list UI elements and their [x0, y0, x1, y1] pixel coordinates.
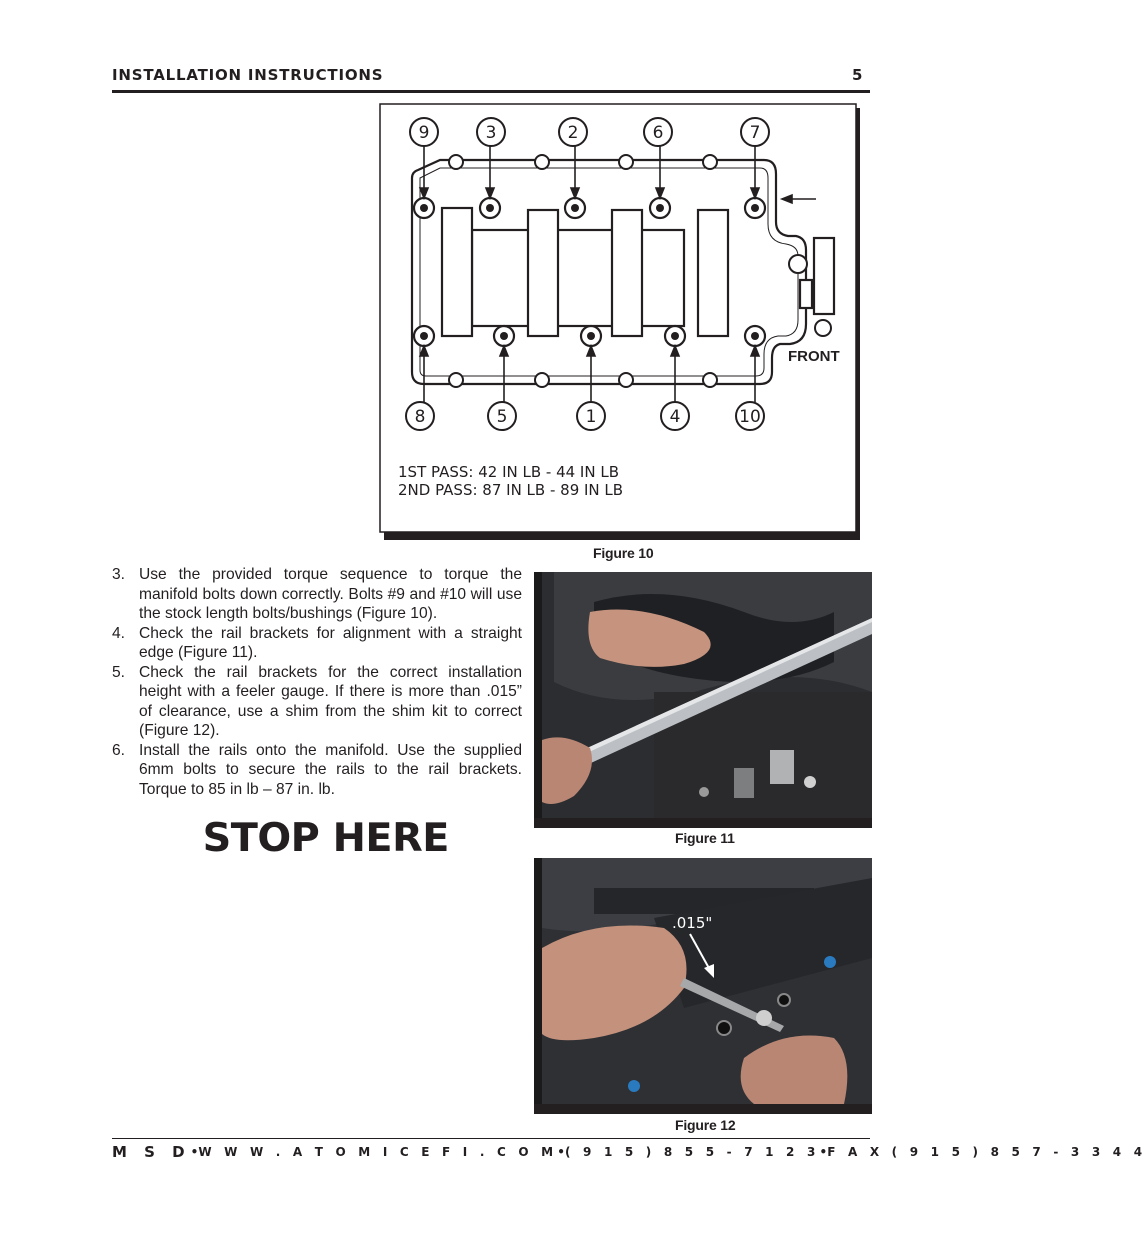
- footer-rule: [112, 1138, 870, 1139]
- header-rule: [112, 90, 870, 93]
- step-text: Install the rails onto the manifold. Use the supplied 6mm bolts to secure the rails to the rail brackets. Torque to 85 in lb – 87 in. lb.: [139, 741, 522, 798]
- list-item: [112, 624, 522, 663]
- list-item: [112, 741, 522, 800]
- bolt-label: 8: [414, 407, 426, 427]
- footer-separator: •: [819, 1145, 828, 1159]
- list-item: [112, 565, 522, 624]
- website-text: W W W . A T O M I C E F I . C O M: [198, 1145, 558, 1159]
- torque-sequence-diagram: [380, 104, 860, 540]
- bolt-label: 1: [585, 407, 597, 427]
- fax-text: F A X ( 9 1 5 ) 8 5 7 - 3 3 4 4: [827, 1145, 1146, 1159]
- bolt-label: 5: [496, 407, 508, 427]
- figure-12-caption: Figure 12: [675, 1117, 736, 1133]
- torque-pass-2: 2ND PASS: 87 IN LB - 89 IN LB: [398, 481, 624, 499]
- step-text: Check the rail brackets for alignment with a straight edge (Figure 11).: [139, 624, 522, 661]
- step-text: Check the rail brackets for the correct installation height with a feeler gauge. If there is more than .015” of clearance, use a shim from the shim kit to correct (Figure 12).: [139, 663, 522, 739]
- bolt-label: 3: [485, 123, 497, 143]
- page-number: 5: [852, 66, 863, 84]
- figure-10-caption: Figure 10: [593, 545, 654, 561]
- step-number: 5.: [112, 663, 126, 681]
- bolt-label: 10: [739, 407, 761, 427]
- step-number: 3.: [112, 566, 126, 583]
- section-title: INSTALLATION INSTRUCTIONS: [112, 66, 384, 84]
- list-item: [112, 663, 522, 741]
- footer-separator: •: [557, 1145, 565, 1159]
- instruction-steps: [112, 565, 522, 799]
- figure-11-caption: Figure 11: [675, 830, 735, 846]
- brand-name: M S D: [112, 1143, 191, 1161]
- clearance-callout: .015": [672, 914, 713, 932]
- phone-text: ( 9 1 5 ) 8 5 5 - 7 1 2 3: [564, 1145, 820, 1159]
- bolt-label: 4: [669, 407, 681, 427]
- step-text: Use the provided torque sequence to torque the manifold bolts down correctly. Bolts #9 and #10 will use the stock length bolts/bushings (Figure 10).: [139, 566, 522, 622]
- bolt-label: 9: [418, 123, 430, 143]
- front-label: FRONT: [788, 348, 840, 365]
- stop-here-heading: STOP HERE: [202, 816, 449, 861]
- torque-pass-1: 1ST PASS: 42 IN LB - 44 IN LB: [398, 463, 619, 481]
- feeler-gauge-photo: [534, 858, 872, 1114]
- footer-separator: •: [190, 1145, 199, 1159]
- step-number: 6.: [112, 741, 126, 759]
- straight-edge-photo: [534, 572, 872, 828]
- bolt-label: 6: [652, 123, 664, 143]
- footer: [112, 1143, 1146, 1161]
- bolt-label: 2: [567, 123, 579, 143]
- bolt-label: 7: [749, 123, 761, 143]
- step-number: 4.: [112, 624, 126, 642]
